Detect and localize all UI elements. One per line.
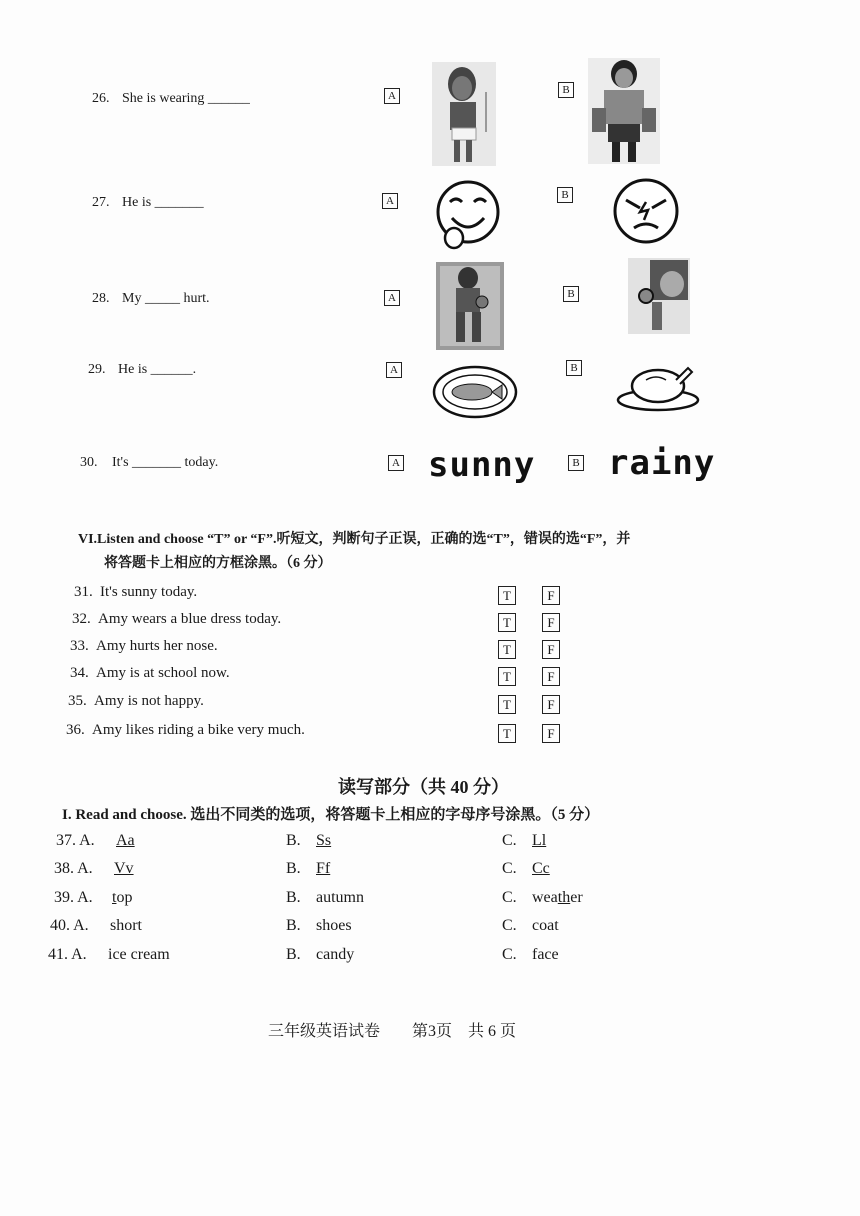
q36-number: 36. xyxy=(66,722,85,738)
q31-text: It's sunny today. xyxy=(100,584,198,600)
q29-option-a-box[interactable]: A xyxy=(386,362,402,378)
q35-text: Amy is not happy. xyxy=(94,693,204,709)
q39-number: 39. A. xyxy=(54,889,93,906)
angry-face-icon xyxy=(610,176,682,246)
q41-option-a[interactable]: ice cream xyxy=(108,946,170,963)
q26-option-a-box[interactable]: A xyxy=(384,88,400,104)
q39-option-a[interactable]: top xyxy=(112,889,133,906)
q27-text: He is _______ xyxy=(122,195,204,210)
q36-true-box[interactable]: T xyxy=(498,724,516,743)
q41-number: 41. A. xyxy=(48,946,87,963)
chicken-plate-icon xyxy=(616,360,700,412)
q40-c-label: C. xyxy=(502,917,517,934)
q32-false-box[interactable]: F xyxy=(542,613,560,632)
q30-option-a-box[interactable]: A xyxy=(388,455,404,471)
q40-option-a[interactable]: short xyxy=(110,917,142,934)
q26-option-b-box[interactable]: B xyxy=(558,82,574,98)
q38-option-a[interactable]: Vv xyxy=(114,860,134,877)
q37-option-a[interactable]: Aa xyxy=(116,832,135,849)
q38-option-c[interactable]: Cc xyxy=(532,860,550,877)
q39-option-b[interactable]: autumn xyxy=(316,889,364,906)
q37-option-b[interactable]: Ss xyxy=(316,832,332,849)
page-footer: 三年级英语试卷 第3页 共 6 页 xyxy=(268,1023,517,1040)
q32-number: 32. xyxy=(72,611,91,627)
q26-text: She is wearing ______ xyxy=(122,91,250,106)
q40-b-label: B. xyxy=(286,917,301,934)
q37-c-label: C. xyxy=(502,832,517,849)
section-vi-title-line2: 将答题卡上相应的方框涂黑。（6 分） xyxy=(104,556,332,571)
q40-number: 40. A. xyxy=(50,917,89,934)
girl-standing-icon xyxy=(432,62,496,166)
q34-text: Amy is at school now. xyxy=(96,665,230,681)
q27-number: 27. xyxy=(92,195,110,210)
q28-option-b-box[interactable]: B xyxy=(563,286,579,302)
q26-number: 26. xyxy=(92,91,110,106)
q33-true-box[interactable]: T xyxy=(498,640,516,659)
q33-number: 33. xyxy=(70,638,89,654)
q34-true-box[interactable]: T xyxy=(498,667,516,686)
q36-text: Amy likes riding a bike very much. xyxy=(92,722,305,738)
q27-option-b-box[interactable]: B xyxy=(557,187,573,203)
q30-number: 30. xyxy=(80,455,98,470)
q35-false-box[interactable]: F xyxy=(542,695,560,714)
q33-text: Amy hurts her nose. xyxy=(96,638,218,654)
q41-option-c[interactable]: face xyxy=(532,946,559,963)
q40-option-b[interactable]: shoes xyxy=(316,917,352,934)
q27-option-a-box[interactable]: A xyxy=(382,193,398,209)
q28-text: My _____ hurt. xyxy=(122,291,210,306)
q28-number: 28. xyxy=(92,291,110,306)
q37-option-c[interactable]: Ll xyxy=(532,832,547,849)
rainy-word: rainy xyxy=(608,443,716,483)
q40-option-c[interactable]: coat xyxy=(532,917,559,934)
boy-hurt-knee-icon xyxy=(436,262,504,350)
sunny-word: sunny xyxy=(428,445,536,485)
q34-false-box[interactable]: F xyxy=(542,667,560,686)
q36-false-box[interactable]: F xyxy=(542,724,560,743)
q37-number: 37. A. xyxy=(56,832,95,849)
q41-b-label: B. xyxy=(286,946,301,963)
q29-option-b-box[interactable]: B xyxy=(566,360,582,376)
q31-false-box[interactable]: F xyxy=(542,586,560,605)
q32-text: Amy wears a blue dress today. xyxy=(98,611,282,627)
q29-text: He is ______. xyxy=(118,362,197,377)
q41-c-label: C. xyxy=(502,946,517,963)
q28-option-a-box[interactable]: A xyxy=(384,290,400,306)
fish-plate-icon xyxy=(432,364,518,420)
q37-b-label: B. xyxy=(286,832,301,849)
q34-number: 34. xyxy=(70,665,89,681)
q35-true-box[interactable]: T xyxy=(498,695,516,714)
reading-heading: 读写部分（共 40 分） xyxy=(338,777,509,797)
q33-false-box[interactable]: F xyxy=(542,640,560,659)
q38-option-b[interactable]: Ff xyxy=(316,860,331,877)
q30-text: It's _______ today. xyxy=(112,455,219,470)
girl-in-sweater-icon xyxy=(588,58,660,164)
boy-hurt-head-icon xyxy=(628,258,690,334)
q39-option-c[interactable]: weather xyxy=(532,889,583,906)
q32-true-box[interactable]: T xyxy=(498,613,516,632)
q39-c-label: C. xyxy=(502,889,517,906)
q38-c-label: C. xyxy=(502,860,517,877)
q38-number: 38. A. xyxy=(54,860,93,877)
q31-number: 31. xyxy=(74,584,93,600)
q35-number: 35. xyxy=(68,693,87,709)
reading-instruction: I. Read and choose. 选出不同类的选项，将答题卡上相应的字母序号涂黑。（5 分） xyxy=(62,807,600,823)
happy-face-icon xyxy=(432,178,504,254)
q30-option-b-box[interactable]: B xyxy=(568,455,584,471)
q29-number: 29. xyxy=(88,362,106,377)
q38-b-label: B. xyxy=(286,860,301,877)
q41-option-b[interactable]: candy xyxy=(316,946,355,963)
q39-b-label: B. xyxy=(286,889,301,906)
q31-true-box[interactable]: T xyxy=(498,586,516,605)
section-vi-title: VI.Listen and choose “T” or “F”.听短文，判断句子正误，正确的选“T”，错误的选“F”，并 xyxy=(78,532,631,547)
